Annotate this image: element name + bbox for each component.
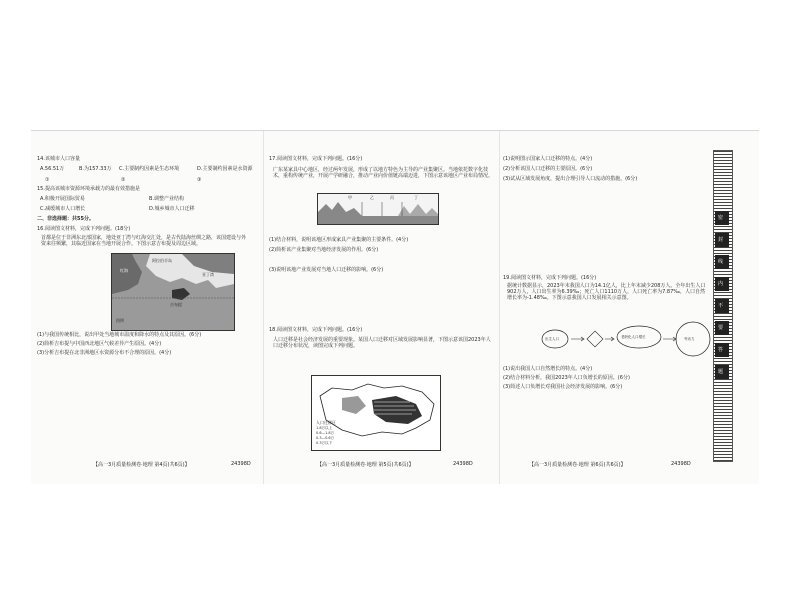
q18-sub-2: (2)分析该国人口迁移的主要原因。(6分) [503,166,593,172]
q17-text: 广东某家具中心地区，经过两年发展，形成了以地方特色为主导的产业集聚区。当地依托数字化技术，重构传统产业，开展产学研融合，推动产业向价值链高端迈进，下图示意该地区产业布局情况。 [273,167,494,179]
q14-option-c: C.主要制约因素是生态环境 [119,166,180,172]
strip-box [715,277,729,291]
strip-box [715,233,729,247]
q19-sub-3: (3)简述人口负增长对我国社会经济发展的影响。(6分) [503,384,623,390]
strip-label-3: 线 [718,259,724,265]
industry-figure [317,193,439,225]
q14-choice-2: ② [121,177,126,183]
q18-sub-3: (3)试从区域发展角度，提出合理引导人口流动的措施。(6分) [503,176,638,182]
page-5-column [267,131,499,484]
q18-text: 人口迁移是社会经济发展的重要现象。某国人口迁移对区域发展影响显著，下图示意该国2023年人口迁移分布状况，读图完成下列问题。 [273,337,491,349]
page-5-code: 24398D [453,461,473,467]
q16-sub-3: (3)分析吉布提在北非洲地区水资源分布不合理的原因。(4分) [37,350,172,356]
strip-label-1: 密 [718,215,724,221]
flow-diamond [587,331,603,347]
strip-box [715,321,729,335]
page-6-column [501,131,711,484]
q17-sub-1: (1)结合材料，说明该地区形成家具产业集聚的主要条件。(4分) [269,237,409,243]
question-14: 14.该城市人口容量 [37,156,80,162]
question-17: 17.阅读图文材料，完成下列问题。(16分) [269,156,363,162]
column-divider-2 [499,131,500,484]
population-flow-diagram [541,317,711,363]
q15-option-c: C.减缓城市人口增长 [40,206,86,212]
flow-label-2: 老龄化人口增长 [621,335,646,339]
map2-legend-title: 人口迁移区 [316,420,336,425]
q17-sub-2: (2)简析该产业集聚对当地经济发展的作用。(6分) [269,247,379,253]
q14-choice-3: ③ [197,177,202,183]
strip-box [715,343,729,357]
page-6-footer: 【高一3月质量检测卷·地理 第6页(共6页)】 [529,462,626,468]
question-15: 15.提高该城市资源环境承载力的最有效措施是 [37,186,140,192]
migration-map [311,375,441,451]
strip-label-6: 要 [718,325,724,331]
q14-option-d: D.主要制约因素是水资源 [197,166,253,172]
q19-sub-2: (2)结合材料分析，我国2023年人口负增长的原因。(6分) [503,375,630,381]
q17-sub-3: (3)说明该地产业发展对当地人口迁移的影响。(6分) [269,267,384,273]
map1-label-arabia: 阿拉伯半岛 [152,258,172,263]
page-4-footer: 【高一3月质量检测卷·地理 第4页(共6页)】 [93,462,190,468]
map2-legend-1: 1.8万以上 [316,426,333,430]
q14-option-a: A.56.51万 [40,166,65,172]
fig-label-bing: 丙 [390,195,394,200]
flow-label-3: 劳动力 [684,337,695,341]
page-5-footer: 【高一3月质量检测卷·地理 第5页(共6页)】 [317,462,414,468]
map1-label-djibouti: 吉布提 [170,302,182,307]
strip-label-8: 题 [718,369,724,375]
industry-figure-svg [318,194,438,224]
fig-label-yi: 乙 [370,195,374,200]
question-16: 16.阅读图文材料，完成下列问题。(18分) [37,226,131,232]
question-18: 18.阅读图文材料，完成下列问题。(16分) [269,327,363,333]
q19-sub-1: (1)说出我国人口自然增长的特点。(4分) [503,366,593,372]
exam-sheet [31,130,759,484]
fig-label-ding: 丁 [414,195,418,200]
map1-label-redsea: 红海 [120,268,128,273]
page-4-column [31,131,259,484]
djibouti-map-svg [112,254,234,330]
q18-sub-1: (1)说明图示国家人口迁移的特点。(4分) [503,156,593,162]
strip-label-7: 答 [718,347,724,353]
q14-choice-1: ① [45,177,50,183]
flow-label-1: 出生人口 [545,337,559,341]
q19-text: 据统计数据显示，2023年末我国人口为14.1亿人，比上年末减少208万人。全年出生人口902万人，人口出生率为6.39‰；死亡人口1110万人，人口死亡率为7.87‰，人口自然增长率为-1.48‰。下图示意我国人口发展相关示意图。 [507,283,706,301]
strip-label-2: 封 [718,237,724,243]
binding-strip [713,150,733,462]
strip-label-5: 不 [718,303,724,309]
column-divider-1 [263,131,264,484]
fig-label-jia: 甲 [348,195,352,200]
terrain-right [398,204,438,216]
question-19: 19.阅读图文材料，完成下列问题。(16分) [503,275,597,281]
q15-option-d: D.城乡城市人口迁移 [149,206,195,212]
section-2-heading: 二、非选择题：共55分。 [37,216,94,222]
page-4-code: 24398D [231,461,251,467]
page-6-code: 24398D [671,461,691,467]
strip-box [715,211,729,225]
map1-legend: 图例 [116,318,124,323]
strip-box [715,365,729,379]
strip-box [715,255,729,269]
q15-option-a: A.积极开展国际贸易 [40,196,85,202]
q16-text: 首都是位于非洲东北部国家，地处亚丁湾与红海交汇处，是古代陆海丝绸之路，该国建设与外资来往频繁，其临近国家在当地开展合作。下图示意吉布提及周边区域。 [41,235,247,247]
q14-option-b: B.为157.33万 [79,166,112,172]
map2-legend-2: 0.6—1.8万 [316,431,335,435]
map1-label-aden: 亚丁湾 [202,272,214,277]
strip-label-4: 内 [718,281,724,287]
strip-box [715,299,729,313]
q15-option-b: B.调整产业结构 [149,196,185,202]
map2-legend-4: 0.3万以下 [316,441,333,445]
q16-sub-2: (2)简析吉布提与中国西北地区气候差异产生原因。(4分) [37,341,162,347]
map2-legend-3: 0.3—0.6万 [316,436,335,440]
djibouti-map [111,253,235,331]
q16-sub-1: (1)与我国传统相比，说出甲处当地城市温度和降水的特点及其原因。(6分) [37,332,202,338]
